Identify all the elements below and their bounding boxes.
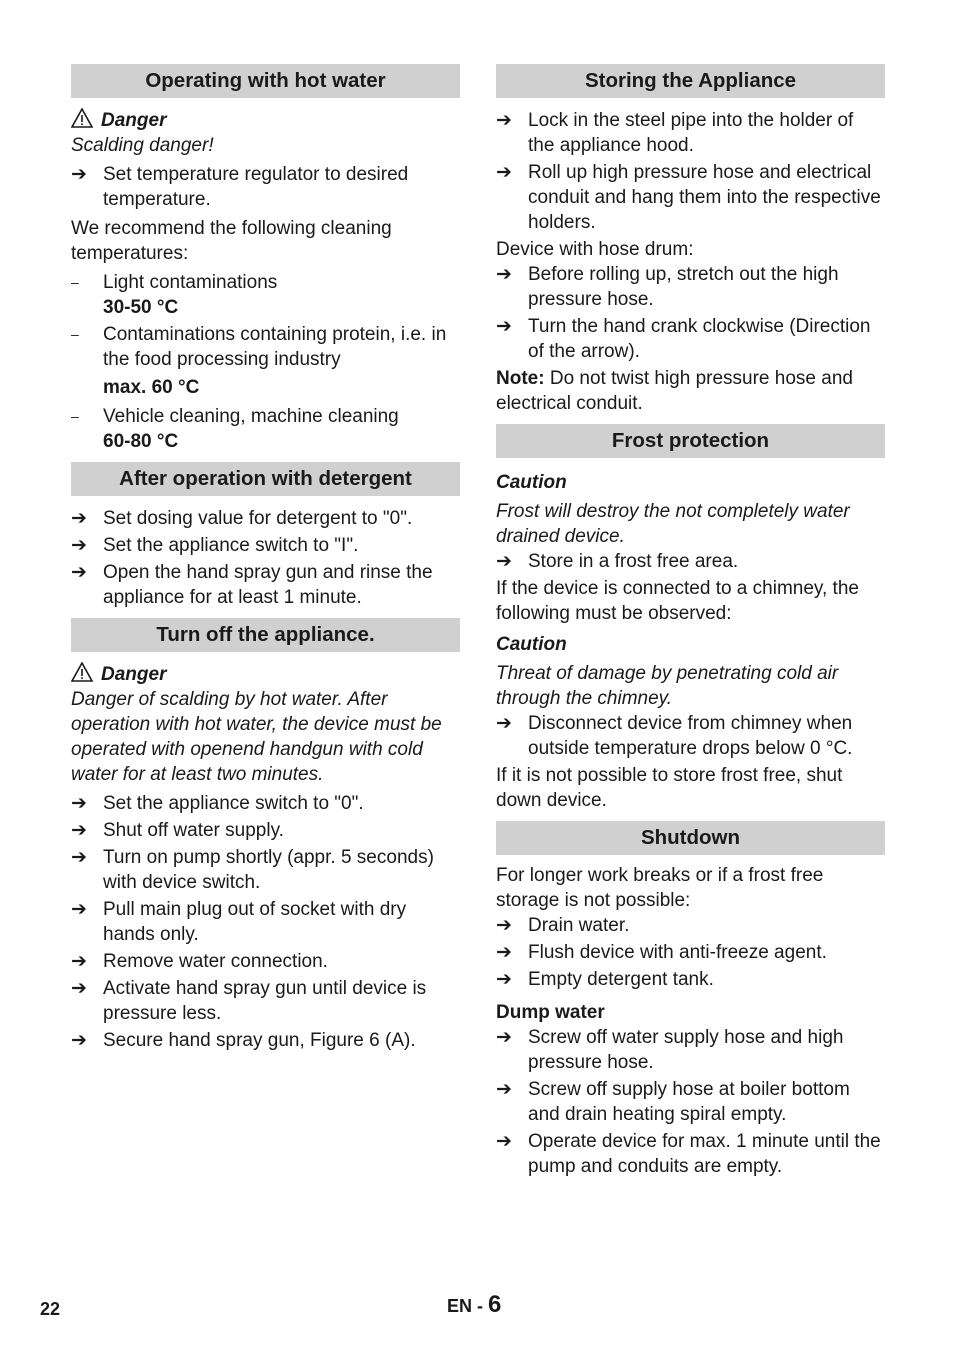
list-item: ➔ Remove water connection.	[71, 951, 328, 972]
arrow-right-icon: ➔	[71, 508, 87, 529]
note-label: Note:	[496, 368, 545, 389]
page-number: 22	[40, 1299, 61, 1319]
list-item: ➔ Disconnect device from chimney when outside temperature drops below 0 °C.	[496, 713, 853, 759]
list-item: ➔ Turn the hand crank clockwise (Direction of the arrow).	[496, 316, 871, 362]
danger-heading	[71, 662, 460, 687]
section-header-hot-water: Operating with hot water	[71, 64, 460, 98]
list-item: ➔ Roll up high pressure hose and electrical conduit and hang them into the respective holders.	[496, 162, 881, 233]
arrow-right-icon: ➔	[496, 1027, 512, 1048]
dump-water-title: Dump water	[496, 1002, 605, 1023]
temp-value: 30-50 °C	[103, 297, 179, 318]
arrow-right-icon: ➔	[71, 899, 87, 920]
arrow-right-icon: ➔	[496, 551, 512, 572]
list-item: ➔ Screw off supply hose at boiler bottom and drain heating spiral empty.	[496, 1079, 850, 1125]
arrow-right-icon: ➔	[496, 969, 512, 990]
list-item: ➔ Empty detergent tank.	[496, 969, 714, 990]
list-item: ➔ Pull main plug out of socket with dry hands only.	[71, 899, 407, 945]
chimney-text: If the device is connected to a chimney, the following must be observed:	[496, 578, 859, 624]
arrow-right-icon: ➔	[496, 713, 512, 734]
list-item: ➔ Set temperature regulator to desired temperature.	[71, 164, 409, 210]
arrow-right-icon: ➔	[496, 316, 512, 337]
section-header-shutdown: Shutdown	[496, 821, 885, 855]
list-item: ➔ Before rolling up, stretch out the high pressure hose.	[496, 264, 839, 310]
arrow-right-icon: ➔	[71, 978, 87, 999]
section-header-frost: Frost protection	[496, 424, 885, 458]
arrow-right-icon: ➔	[71, 562, 87, 583]
list-item: ➔ Set the appliance switch to "0".	[71, 793, 364, 814]
list-item: ➔ Set dosing value for detergent to "0".	[71, 508, 413, 529]
arrow-right-icon: ➔	[71, 1030, 87, 1051]
list-item: ➔ Operate device for max. 1 minute until the pump and conduits are empty.	[496, 1131, 881, 1177]
dash-bullet: –	[71, 408, 79, 424]
caution-label: Caution	[496, 472, 567, 493]
list-item: ➔ Secure hand spray gun, Figure 6 (A).	[71, 1030, 416, 1051]
warning-triangle-icon	[71, 108, 93, 128]
list-item: ➔ Lock in the steel pipe into the holder of the appliance hood.	[496, 110, 854, 156]
arrow-right-icon: ➔	[71, 847, 87, 868]
arrow-right-icon: ➔	[71, 164, 87, 185]
list-item: ➔ Activate hand spray gun until device is pressure less.	[71, 978, 427, 1024]
arrow-right-icon: ➔	[71, 793, 87, 814]
list-item: ➔ Drain water.	[496, 915, 630, 936]
list-item: ➔ Flush device with anti-freeze agent.	[496, 942, 827, 963]
dash-bullet: –	[71, 274, 79, 290]
caution-label: Caution	[496, 634, 567, 655]
warning-triangle-icon	[71, 662, 93, 682]
right-column	[496, 64, 885, 1181]
caution-text: Threat of damage by penetrating cold air through the chimney.	[496, 663, 839, 709]
arrow-right-icon: ➔	[71, 951, 87, 972]
arrow-right-icon: ➔	[496, 264, 512, 285]
list-item: – Light contaminations 30-50 °C	[71, 270, 460, 320]
note-text: Note: Do not twist high pressure hose and electrical conduit.	[496, 368, 853, 414]
section-header-turn-off: Turn off the appliance.	[71, 618, 460, 652]
list-item: ➔ Turn on pump shortly (appr. 5 seconds) with device switch.	[71, 847, 434, 893]
arrow-right-icon: ➔	[496, 942, 512, 963]
page-code: EN - 6	[447, 1291, 502, 1318]
list-item: – Vehicle cleaning, machine cleaning 60-80 °C	[71, 404, 460, 454]
arrow-right-icon: ➔	[496, 915, 512, 936]
temp-value: max. 60 °C	[103, 377, 200, 398]
list-item: ➔ Set the appliance switch to "I".	[71, 535, 359, 556]
hose-drum-text: Device with hose drum:	[496, 239, 694, 260]
section-header-detergent: After operation with detergent	[71, 462, 460, 496]
recommend-text: We recommend the following cleaning temperatures:	[71, 218, 392, 264]
arrow-right-icon: ➔	[496, 110, 512, 131]
danger-text: Danger of scalding by hot water. After operation with hot water, the device must be operated with openend handgun with cold water for at least two minutes.	[71, 689, 442, 785]
arrow-right-icon: ➔	[496, 162, 512, 183]
list-item: ➔ Screw off water supply hose and high pressure hose.	[496, 1027, 844, 1073]
list-item: – Contaminations containing protein, i.e. in the food processing industry max. 60 °C	[71, 322, 460, 400]
caution-text: Frost will destroy the not completely water drained device.	[496, 501, 850, 547]
left-column	[71, 64, 460, 1055]
shut-text: If it is not possible to store frost free, shut down device.	[496, 765, 843, 811]
danger-heading	[71, 108, 460, 133]
list-item: ➔ Store in a frost free area.	[496, 551, 739, 572]
arrow-right-icon: ➔	[71, 535, 87, 556]
danger-label: Danger	[101, 110, 167, 131]
danger-text: Scalding danger!	[71, 135, 214, 156]
list-item: ➔ Shut off water supply.	[71, 820, 284, 841]
section-header-storing: Storing the Appliance	[496, 64, 885, 98]
arrow-right-icon: ➔	[496, 1131, 512, 1152]
dash-bullet: –	[71, 326, 79, 342]
list-item: ➔ Open the hand spray gun and rinse the appliance for at least 1 minute.	[71, 562, 433, 608]
arrow-right-icon: ➔	[71, 820, 87, 841]
danger-label: Danger	[101, 664, 167, 685]
temp-value: 60-80 °C	[103, 431, 179, 452]
shutdown-intro: For longer work breaks or if a frost free storage is not possible:	[496, 865, 824, 911]
arrow-right-icon: ➔	[496, 1079, 512, 1100]
